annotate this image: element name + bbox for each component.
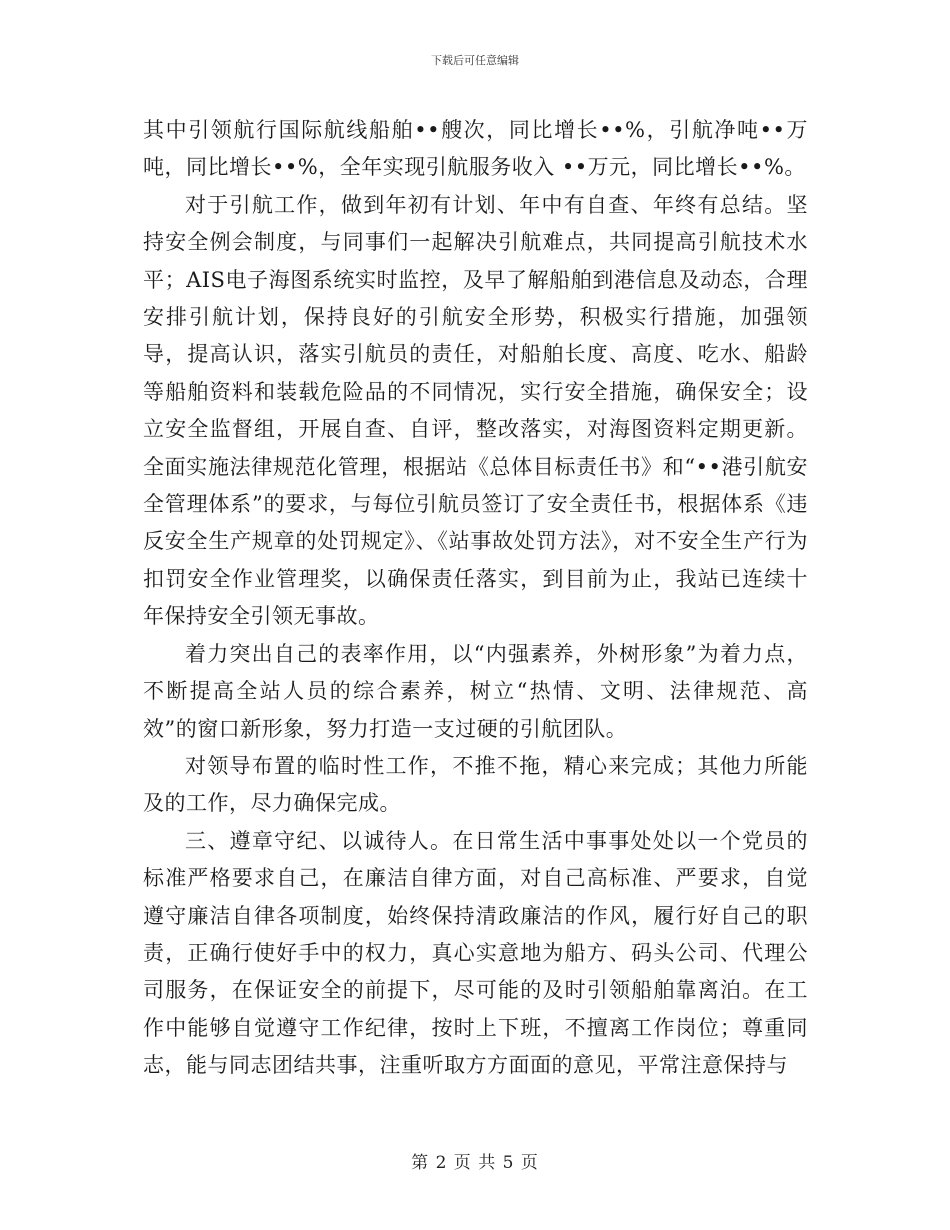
document-body bbox=[143, 112, 808, 1085]
paragraph-4: 对领导布置的临时性工作，不推不拖，精心来完成；其他力所能及的工作，尽力确保完成。 bbox=[143, 753, 808, 816]
paragraph-1: 其中引领航行国际航线船舶••艘次，同比增长••%，引航净吨••万吨，同比增长••%，全年实现引航服务收入 ••万元，同比增长••%。 bbox=[143, 118, 808, 180]
page-header: 下载后可任意编辑 bbox=[431, 54, 519, 67]
paragraph-5: 三、遵章守纪、以诚待人。在日常生活中事事处处以一个党员的标准严格要求自己，在廉洁自律方面，对自己高标准、严要求，自觉遵守廉洁自律各项制度，始终保持清政廉洁的作风，履行好自己的职责，正确行使好手中的权力，真心实意地为船方、码头公司、代理公司服务，在保证安全的前提下，尽可能的及时引领船舶靠离泊。在工作中能够自觉遵守工作纪律，按时上下班，不擅离工作岗位；尊重同志，能与同志团结共事，注重听取方方面面的意见，平常注意保持与 bbox=[143, 828, 808, 1078]
paragraph-2: 对于引航工作，做到年初有计划、年中有自查、年终有总结。坚持安全例会制度，与同事们一起解决引航难点，共同提高引航技术水平；AIS电子海图系统实时监控，及早了解船舶到港信息及动态，合理安排引航计划，保持良好的引航安全形势，积极实行措施，加强领导，提高认识，落实引航员的责任，对船舶长度、高度、吃水、船龄等船舶资料和装载危险品的不同情况，实行安全措施，确保安全；设立安全监督组，开展自查、自评，整改落实，对海图资料定期更新。全面实施法律规范化管理，根据站《总体目标责任书》和“••港引航安全管理体系”的要求，与每位引航员签订了安全责任书，根据体系《违反安全生产规章的处罚规定》、《站事故处罚方法》，对不安全生产行为扣罚安全作业管理奖，以确保责任落实，到目前为止，我站已连续十年保持安全引领无事故。 bbox=[143, 192, 808, 629]
paragraph-3: 着力突出自己的表率作用，以“内强素养，外树形象”为着力点，不断提高全站人员的综合素养，树立“热情、文明、法律规范、高效”的窗口新形象，努力打造一支过硬的引航团队。 bbox=[143, 641, 808, 741]
page-footer: 第 2 页 共 5 页 bbox=[411, 1153, 539, 1173]
